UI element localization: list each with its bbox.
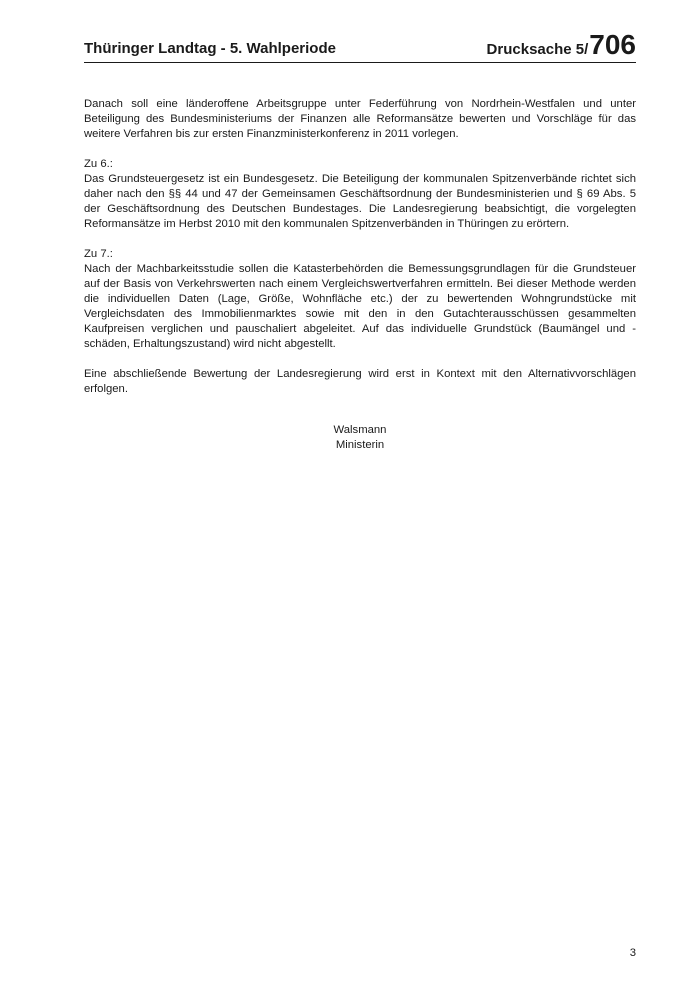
page-header	[84, 28, 636, 63]
paragraph-heading: Zu 6.:	[84, 158, 113, 170]
paragraph-answer-7	[84, 247, 636, 352]
paragraph-text: Das Grundsteuergesetz ist ein Bundesgesetz. Die Beteiligung der kommunalen Spitzenverbände richtet sich daher nach den §§ 44 und 47 der Gemeinsamen Geschäftsordnung der Bundesministerien und § 69 Abs. 5 der Geschäftsordnung des Deutschen Bundestages. Die Landesregierung beabsichtigt, die vorgelegten Reformansätze im Herbst 2010 mit den kommunalen Spitzenverbänden in Thüringen zu erörtern.	[84, 173, 636, 230]
paragraph-heading: Zu 7.:	[84, 248, 113, 260]
signature-block	[84, 423, 636, 453]
paragraph-conclusion	[84, 367, 636, 397]
document-number	[487, 31, 636, 59]
paragraph-text: Eine abschließende Bewertung der Landesregierung wird erst in Kontext mit den Alternativvorschlägen erfolgen.	[84, 368, 636, 395]
paragraph-intro	[84, 97, 636, 142]
document-number-label: Drucksache 5/	[486, 41, 589, 58]
signatory-name: Walsmann	[333, 424, 387, 436]
paragraph-answer-6	[84, 157, 636, 232]
document-body	[84, 97, 636, 412]
page-number: 3	[629, 947, 636, 959]
paragraph-text: Danach soll eine länderoffene Arbeitsgruppe unter Federführung von Nordrhein-Westfalen und unter Beteiligung des Bundesministeriums der Finanzen alle Reformansätze bewerten und Vorschläge für das weitere Verfahren bis zur ersten Finanzministerkonferenz in 2011 vorlegen.	[84, 98, 636, 140]
paragraph-text: Nach der Machbarkeitsstudie sollen die Katasterbehörden die Bemessungsgrundlagen für die Grundsteuer auf der Basis von Verkehrswerten nach einem Vergleichswertverfahren ermitteln. Bei dieser Methode werden die individuellen Daten (Lage, Größe, Wohnfläche etc.) der zu bewertenden Wohngrundstücke mit Vergleichsdaten des Immobilienmarktes sowie mit den in den Gutachterausschüssen gesammelten Kaufpreisen verglichen und pauschaliert abgeleitet. Auf das individuelle Grundstück (Baumängel und -schäden, Erhaltungszustand) wird nicht abgestellt.	[84, 263, 636, 350]
document-number-value: 706	[589, 29, 636, 60]
signatory-role: Ministerin	[335, 439, 385, 451]
parliament-title: Thüringer Landtag - 5. Wahlperiode	[84, 40, 336, 57]
